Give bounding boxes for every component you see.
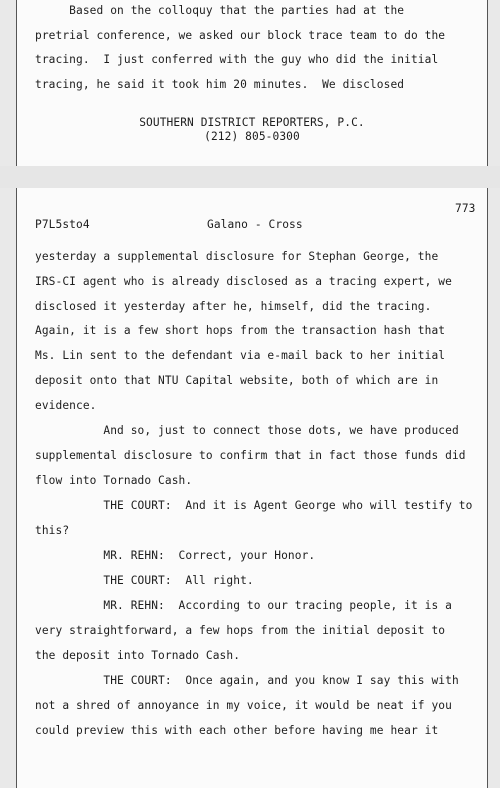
case-header: P7L5sto4 [35, 218, 90, 231]
reporter-footer-name: SOUTHERN DISTRICT REPORTERS, P.C. [139, 116, 365, 129]
page-number: 773 [455, 202, 476, 215]
reporter-footer-phone: (212) 805-0300 [204, 130, 300, 143]
transcript-line: tracing, he said it took him 20 minutes. We disclosed [35, 78, 405, 91]
transcript-line: evidence. [35, 399, 97, 412]
transcript-line: THE COURT: All right. [35, 574, 254, 587]
transcript-line: tracing. I just conferred with the guy who did the initial [35, 53, 439, 66]
transcript-line: Again, it is a few short hops from the transaction hash that [35, 324, 446, 337]
transcript-line: yesterday a supplemental disclosure for Stephan George, the [35, 250, 439, 263]
transcript-line: this? [35, 524, 70, 537]
transcript-line: the deposit into Tornado Cash. [35, 649, 241, 662]
transcript-line: MR. REHN: Correct, your Honor. [35, 549, 316, 562]
transcript-line: deposit onto that NTU Capital website, both of which are in [35, 374, 439, 387]
transcript-line: pretrial conference, we asked our block trace team to do the [35, 29, 446, 42]
transcript-line: disclosed it yesterday after he, himself, did the tracing. [35, 300, 432, 313]
transcript-page-bottom [16, 188, 488, 788]
page-gap [0, 166, 500, 188]
examination-header: Galano - Cross [207, 218, 303, 231]
transcript-line: THE COURT: And it is Agent George who will testify to [35, 499, 473, 512]
transcript-line: could preview this with each other before having me hear it [35, 724, 439, 737]
transcript-page-top [16, 0, 488, 166]
transcript-line: flow into Tornado Cash. [35, 474, 193, 487]
transcript-line: And so, just to connect those dots, we have produced [35, 424, 459, 437]
transcript-line: IRS-CI agent who is already disclosed as a tracing expert, we [35, 275, 452, 288]
transcript-line: not a shred of annoyance in my voice, it would be neat if you [35, 699, 452, 712]
transcript-line: very straightforward, a few hops from the initial deposit to [35, 624, 446, 637]
transcript-line: Based on the colloquy that the parties had at the [35, 4, 405, 17]
transcript-line: THE COURT: Once again, and you know I say this with [35, 674, 459, 687]
transcript-line: Ms. Lin sent to the defendant via e-mail back to her initial [35, 349, 446, 362]
transcript-line: supplemental disclosure to confirm that in fact those funds did [35, 449, 466, 462]
transcript-line: MR. REHN: According to our tracing people, it is a [35, 599, 452, 612]
